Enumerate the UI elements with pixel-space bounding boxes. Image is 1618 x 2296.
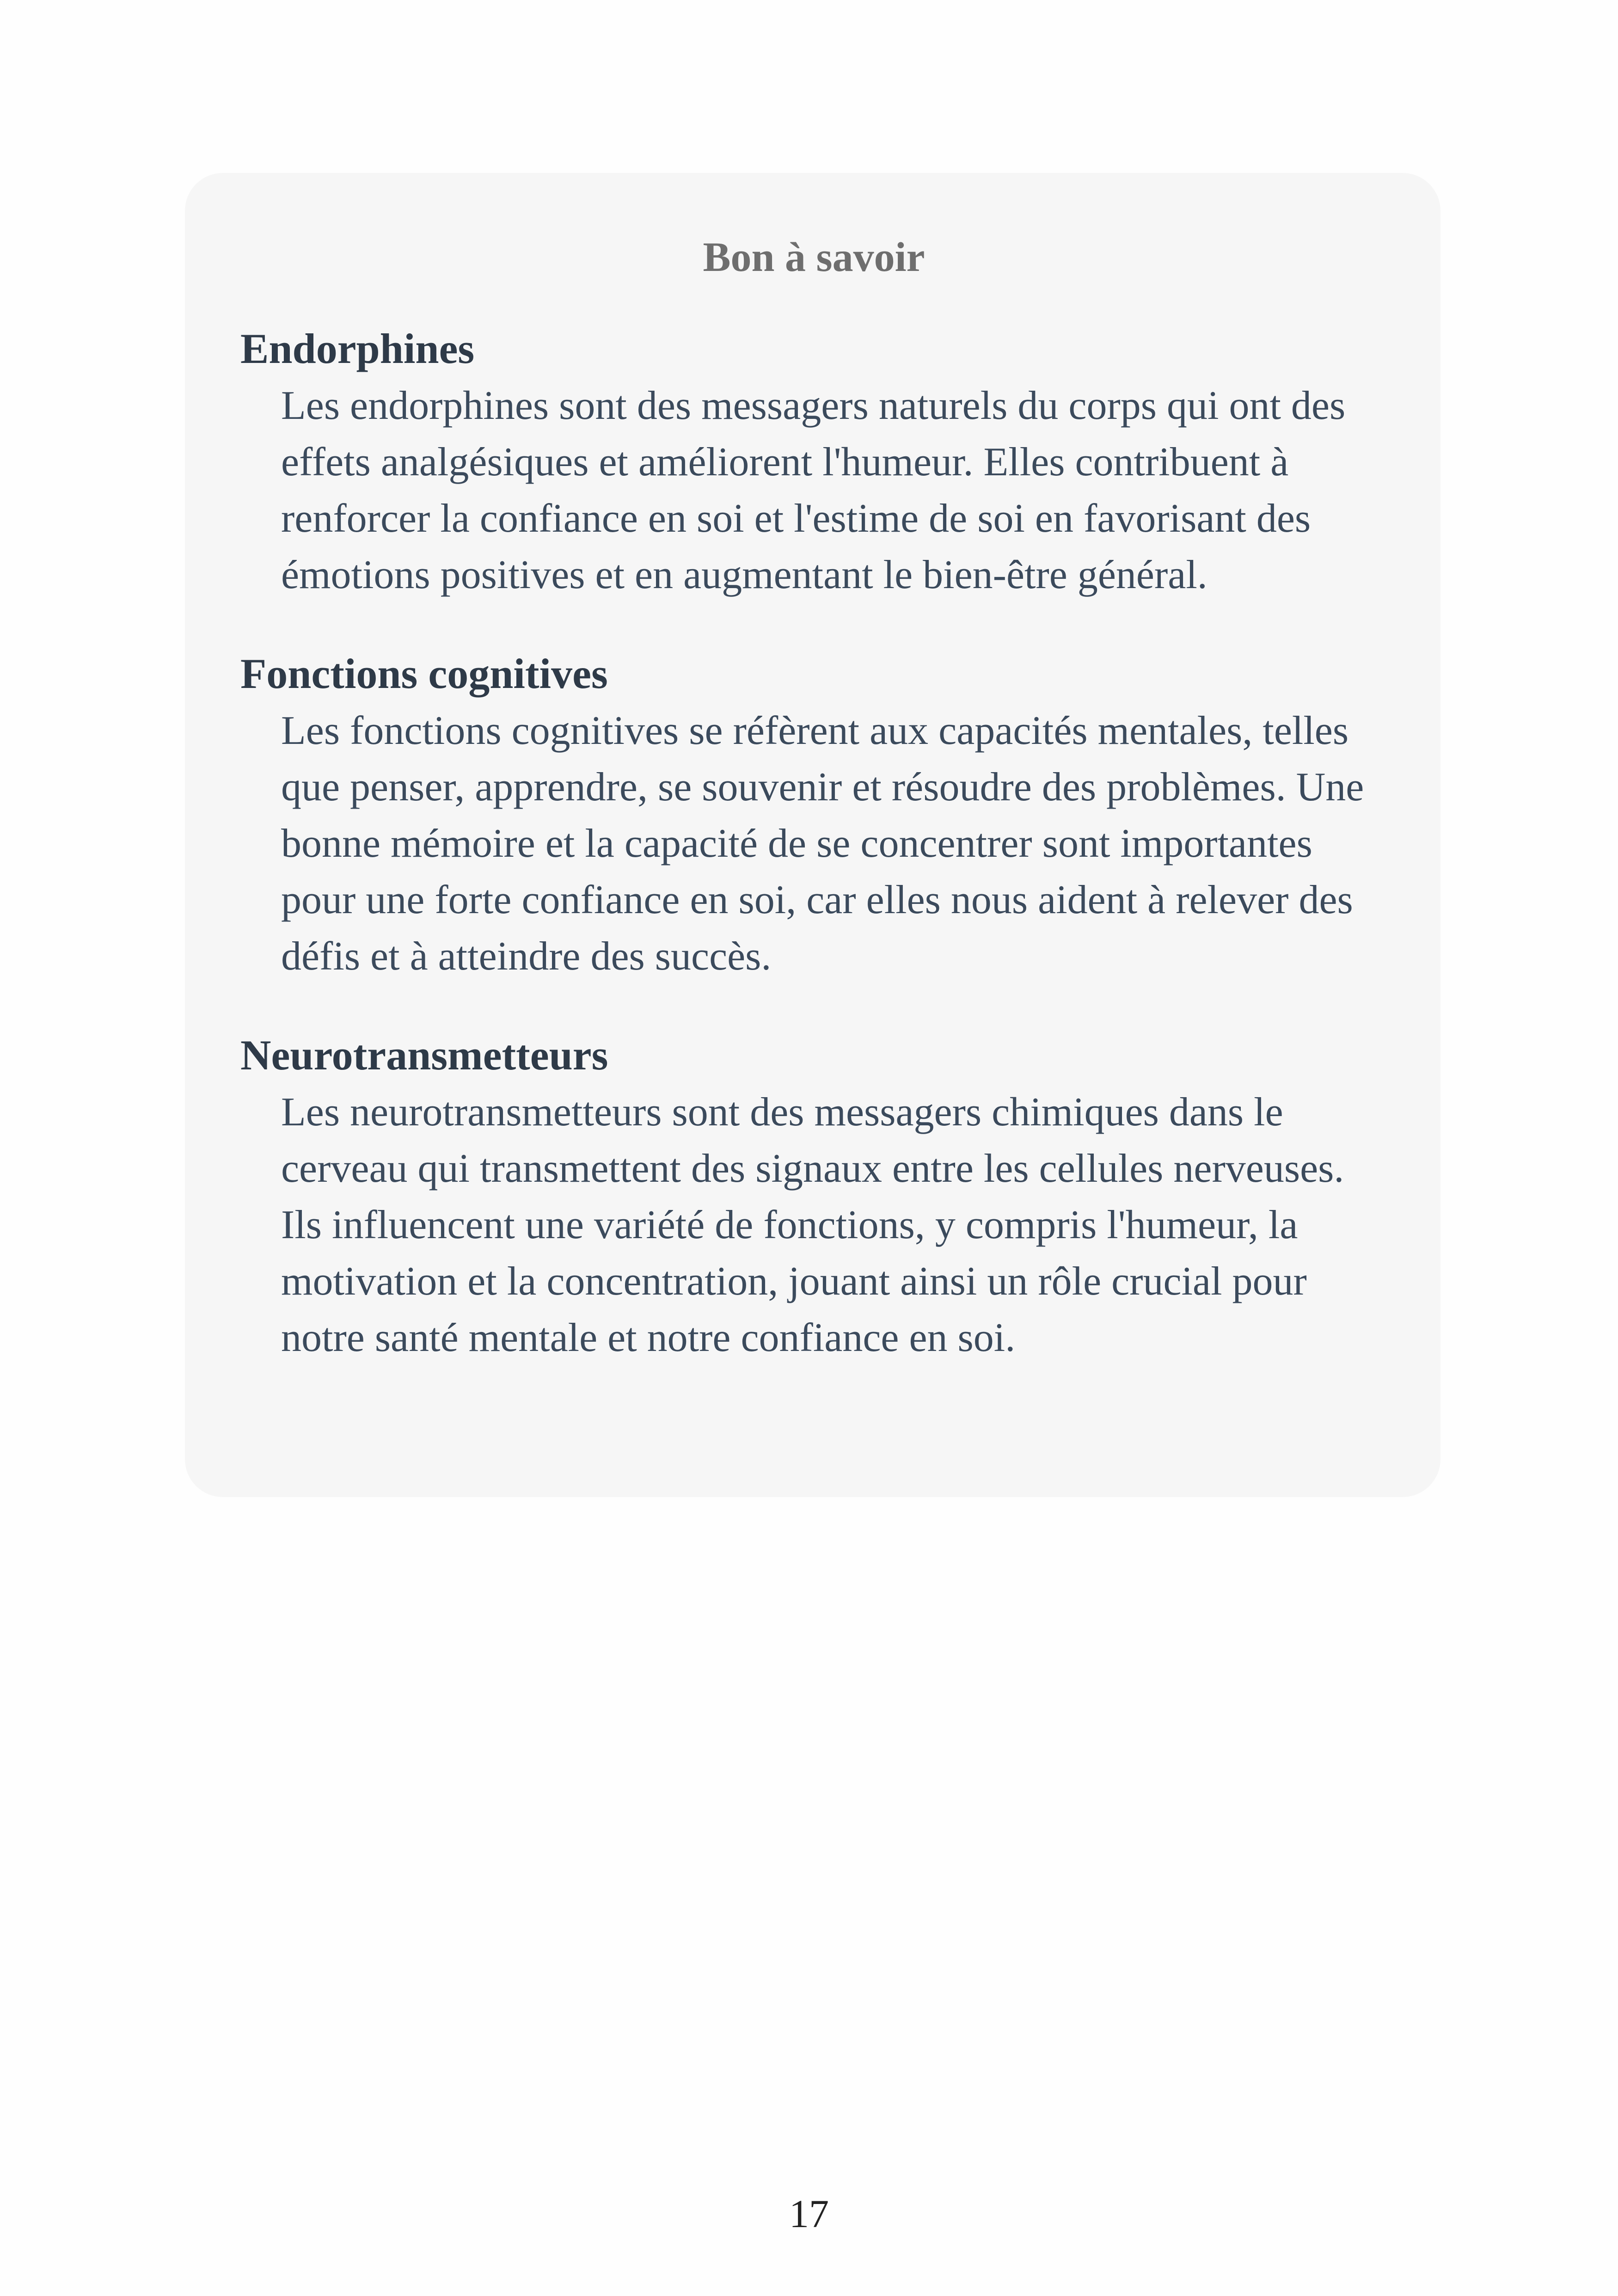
glossary-entry-endorphines — [240, 320, 1387, 603]
glossary-definition: Les neurotransmetteurs sont des messagers chimiques dans le cerveau qui transmettent des signaux entre les cellules nerveuses. Ils influencent une variété de fonctions, y compris l'humeur, la motivation et la concentration, jouant ainsi un rôle crucial pour notre santé mentale et notre confiance en soi. — [281, 1090, 1344, 1360]
info-box — [185, 173, 1440, 1497]
glossary-term: Endorphines — [240, 325, 475, 372]
glossary-definition: Les fonctions cognitives se réfèrent aux capacités mentales, telles que penser, apprendre, se souvenir et résoudre des problèmes. Une bonne mémoire et la capacité de se concentrer sont importantes pour une forte confiance en soi, car elles nous aident à relever des défis et à atteindre des succès. — [281, 708, 1364, 979]
page-number: 17 — [789, 2192, 829, 2236]
glossary-term: Neurotransmetteurs — [240, 1031, 608, 1079]
box-title: Bon à savoir — [703, 234, 925, 280]
glossary-term: Fonctions cognitives — [240, 650, 608, 697]
glossary-list — [240, 320, 1387, 1366]
glossary-entry-neurotransmetteurs — [240, 1026, 1387, 1366]
glossary-definition: Les endorphines sont des messagers naturels du corps qui ont des effets analgésiques et améliorent l'humeur. Elles contribuent à renforcer la confiance en soi et l'estime de soi en favorisant des émotions positives et en augmentant le bien-être général. — [281, 383, 1346, 597]
glossary-entry-fonctions-cognitives — [240, 645, 1387, 985]
